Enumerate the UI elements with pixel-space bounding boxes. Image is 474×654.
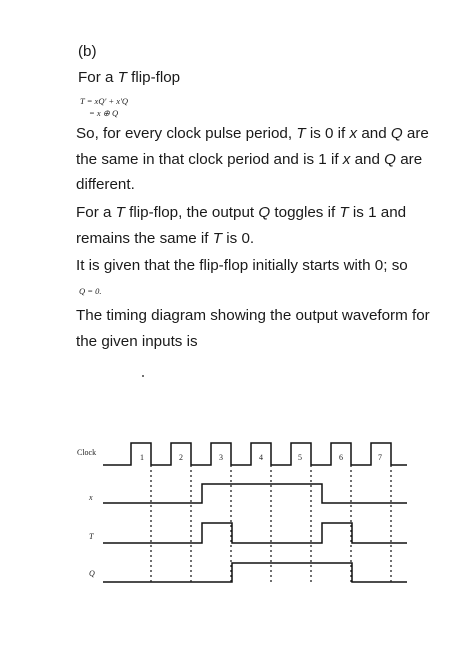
pulse-number: 5 bbox=[298, 453, 302, 462]
intro-line: For a T flip-flop bbox=[78, 69, 181, 86]
pulse-number: 6 bbox=[339, 453, 343, 462]
pulse-number: 4 bbox=[259, 453, 263, 462]
pulse-number: 7 bbox=[378, 453, 382, 462]
q-waveform bbox=[103, 563, 407, 582]
pulse-number: 3 bbox=[219, 453, 223, 462]
t-waveform bbox=[103, 523, 407, 543]
clock-edge-guides bbox=[151, 465, 391, 585]
paragraph-3: It is given that the flip-flop initially starts with 0; so bbox=[76, 257, 408, 274]
paragraph-1: So, for every clock pulse period, T is 0 if x and Q are the same in that clock period and is 1 if x and Q are different. bbox=[76, 125, 429, 193]
part-label: (b) bbox=[78, 43, 97, 60]
pulse-number: 2 bbox=[179, 453, 183, 462]
x-label: x bbox=[89, 493, 93, 502]
clock-waveform bbox=[103, 443, 407, 465]
equation-line-2: = x ⊕ Q bbox=[89, 108, 119, 118]
q-label: Q bbox=[89, 569, 95, 578]
paragraph-2: For a T flip-flop, the output Q toggles if T is 1 and remains the same if T is 0. bbox=[76, 204, 407, 247]
x-waveform bbox=[103, 484, 407, 503]
paragraph-4: The timing diagram showing the output waveform for the given inputs is bbox=[76, 307, 430, 350]
t-label: T bbox=[89, 532, 94, 541]
q-initial-value: Q = 0. bbox=[79, 286, 102, 296]
equation-line-1: T = xQ' + x'Q bbox=[80, 96, 129, 106]
clock-label: Clock bbox=[77, 448, 97, 457]
pulse-number: 1 bbox=[140, 453, 144, 462]
